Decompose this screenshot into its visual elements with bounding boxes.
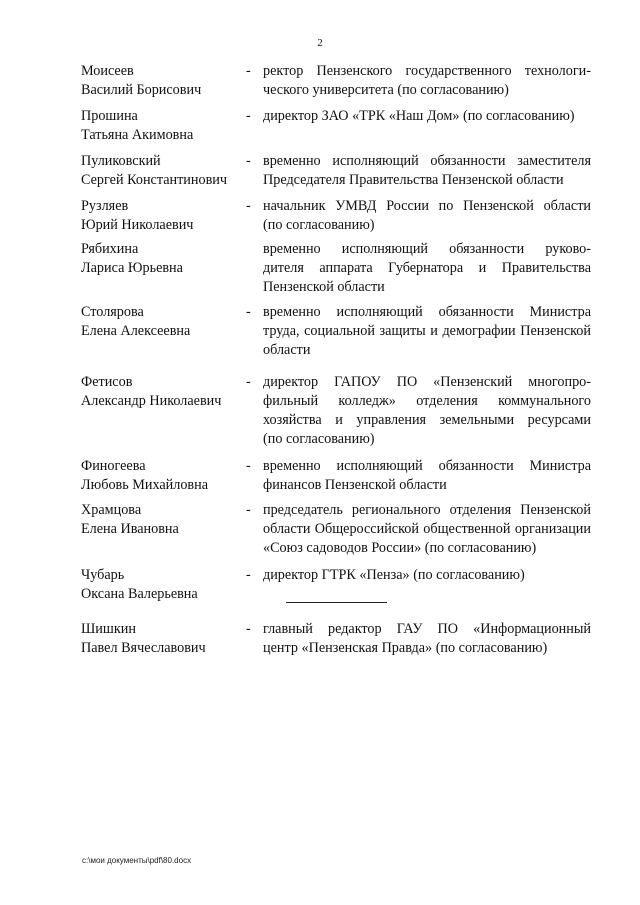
member-name-line: Рябихина [81, 241, 139, 257]
member-name-line: Моисеев [81, 63, 134, 79]
member-dash: - [246, 458, 251, 474]
member-role [263, 107, 591, 126]
member-role-line: (по согласованию) [263, 431, 375, 447]
member-role-line: хозяйства и управления земельными ресурсами [263, 412, 591, 428]
member-role-line: ректор Пензенского государственного технологи- [263, 63, 591, 79]
member-role-line: Пензенской области [263, 279, 385, 295]
member-dash: - [246, 567, 251, 583]
member-row [81, 107, 591, 145]
member-row [81, 620, 591, 658]
member-role-line: финансов Пензенской области [263, 477, 447, 493]
member-role-line: начальник УМВД России по Пензенской области [263, 198, 591, 214]
member-role [263, 373, 591, 449]
member-role [263, 152, 591, 190]
member-role-line: труда, социальной защиты и демографии Пензенской [263, 323, 591, 339]
member-name-line: Финогеева [81, 458, 146, 474]
member-name-line: Оксана Валерьевна [81, 586, 198, 602]
member-role-line: фильный колледж» отделения коммунального [263, 393, 591, 409]
member-name-line: Пуликовский [81, 153, 161, 169]
member-role [263, 303, 591, 360]
member-role-line: (по согласованию) [263, 217, 375, 233]
member-name-line: Любовь Михайловна [81, 477, 209, 493]
member-dash: - [246, 198, 251, 214]
member-role-line: временно исполняющий обязанности заместителя [263, 153, 591, 169]
member-name [81, 107, 246, 145]
member-row [81, 62, 591, 100]
member-dash: - [246, 304, 251, 320]
member-role-line: дителя аппарата Губернатора и Правительства [263, 260, 591, 276]
member-name [81, 303, 246, 341]
member-row [81, 373, 591, 449]
member-name [81, 197, 246, 235]
member-role-line: временно исполняющий обязанности Министра [263, 304, 591, 320]
member-name [81, 501, 246, 539]
member-row [81, 303, 591, 360]
member-role-line: директор ЗАО «ТРК «Наш Дом» (по согласованию) [263, 108, 575, 124]
member-row [81, 566, 591, 604]
member-dash: - [246, 63, 251, 79]
member-name-line: Александр Николаевич [81, 393, 222, 409]
member-row [81, 197, 591, 235]
member-name-line: Рузляев [81, 198, 129, 214]
member-role [263, 620, 591, 658]
member-name-line: Фетисов [81, 374, 133, 390]
member-name-line: Елена Алексеевна [81, 323, 191, 339]
member-name [81, 566, 246, 604]
member-name [81, 457, 246, 495]
member-role [263, 240, 591, 297]
member-row [81, 152, 591, 190]
member-name-line: Храмцова [81, 502, 142, 518]
member-role [263, 566, 591, 585]
member-name-line: Лариса Юрьевна [81, 260, 183, 276]
members-list [81, 62, 591, 658]
member-name-line: Елена Ивановна [81, 521, 179, 537]
member-name [81, 620, 246, 658]
member-name-line: Столярова [81, 304, 144, 320]
member-role-line: Председателя Правительства Пензенской области [263, 172, 564, 188]
member-dash: - [246, 108, 251, 124]
member-name [81, 152, 246, 190]
member-name [81, 62, 246, 100]
member-role [263, 197, 591, 235]
member-dash: - [246, 374, 251, 390]
closing-divider [286, 602, 387, 603]
member-dash: - [246, 153, 251, 169]
member-dash: - [246, 621, 251, 637]
member-role-line: ческого университета (по согласованию) [263, 82, 509, 98]
member-role [263, 501, 591, 558]
member-name-line: Чубарь [81, 567, 125, 583]
member-name [81, 373, 246, 411]
member-role-line: председатель регионального отделения Пензенской [263, 502, 591, 518]
member-role-line: временно исполняющий обязанности руково- [263, 241, 591, 257]
member-role-line: временно исполняющий обязанности Министра [263, 458, 591, 474]
member-name-line: Юрий Николаевич [81, 217, 194, 233]
file-path: c:\мои документы\pdf\80.docx [82, 856, 192, 865]
member-role-line: области [263, 342, 311, 358]
member-role-line: области Общероссийской общественной организации [263, 521, 591, 537]
member-role-line: директор ГТРК «Пенза» (по согласованию) [263, 567, 525, 583]
page-number: 2 [317, 37, 323, 49]
member-role-line: «Союз садоводов России» (по согласованию) [263, 540, 537, 556]
member-dash: - [246, 502, 251, 518]
member-role [263, 457, 591, 495]
member-name-line: Шишкин [81, 621, 136, 637]
member-row [81, 240, 591, 297]
member-role-line: главный редактор ГАУ ПО «Информационный [263, 621, 591, 637]
member-row [81, 501, 591, 558]
member-role-line: центр «Пензенская Правда» (по согласованию) [263, 640, 548, 656]
member-name [81, 240, 246, 278]
member-name-line: Павел Вячеславович [81, 640, 206, 656]
member-name-line: Прошина [81, 108, 138, 124]
member-role [263, 62, 591, 100]
member-name-line: Василий Борисович [81, 82, 202, 98]
member-row [81, 457, 591, 495]
member-name-line: Татьяна Акимовна [81, 127, 194, 143]
member-role-line: директор ГАПОУ ПО «Пензенский многопро- [263, 374, 591, 390]
member-name-line: Сергей Константинович [81, 172, 228, 188]
